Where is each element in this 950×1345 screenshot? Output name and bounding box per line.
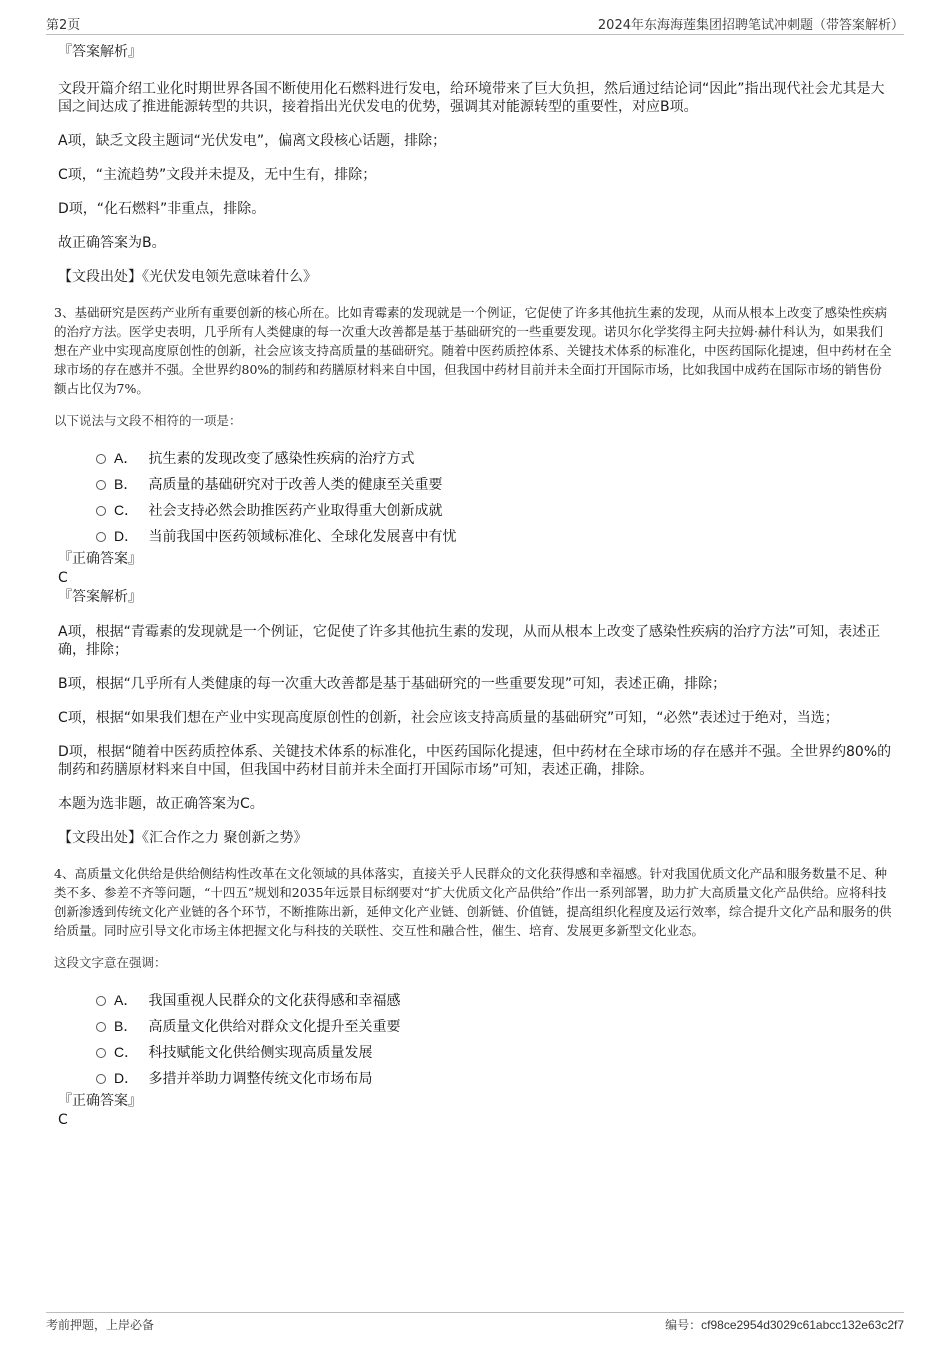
q3-prompt: 以下说法与文段不相符的一项是：	[54, 413, 242, 428]
q4-option-a[interactable]	[54, 987, 894, 1013]
q3-question-text: 3、基础研究是医药产业所有重要创新的核心所在。比如青霉素的发现就是一个例证，它促使了许多其他抗生素的发现，从而从根本上改变了感染性疾病的治疗方法。医学史表明，几乎所有人类健康的每一次重大改善都是基于基础研究的一些重要发现。诺贝尔化学奖得主阿夫拉姆·赫什科认为，如果我们想在产业中实现高度原创性的创新，社会应该支持高质量的基础研究。随着中医药质控体系、关键技术体系的标准化，中医药国际化提速，但中药材在全球市场的存在感并不强。全世界约80%的制药和药膳原材料来自中国，但我国中药材目前并未全面打开国际市场，比如我国中成药在国际市场的销售份额占比仅为7%。	[54, 305, 892, 396]
option-text: 高质量的基础研究对于改善人类的健康至关重要	[148, 477, 443, 493]
q2-analysis-option-c: C项，“主流趋势”文段并未提及，无中生有，排除；	[58, 167, 377, 183]
q3-analysis-option-d: D项，根据“随着中医药质控体系、关键技术体系的标准化，中医药国际化提速，但中药材在全球市场的存在感并不强。全世界约80%的制药和药膳原材料来自中国，但我国中药材目前并未全面打开国际市场”可知，表述正确，排除。	[58, 744, 892, 778]
q3-source: 【文段出处】《汇合作之力 聚创新之势》	[58, 830, 308, 846]
option-letter: C．	[114, 1044, 139, 1060]
option-letter: B．	[114, 1018, 138, 1034]
radio-button-icon[interactable]	[96, 532, 106, 542]
q4-correct-tag: 『正确答案』	[58, 1093, 142, 1109]
option-text: 科技赋能文化供给侧实现高质量发展	[148, 1045, 373, 1061]
q2-analysis-option-a: A项，缺乏文段主题词“光伏发电”，偏离文段核心话题，排除；	[58, 133, 447, 149]
option-text: 高质量文化供给对群众文化提升至关重要	[148, 1019, 401, 1035]
radio-button-icon[interactable]	[96, 480, 106, 490]
q2-answer-statement: 故正确答案为B。	[58, 235, 166, 251]
code-value: cf98ce2954d3029c61abcc132e63c2f7	[701, 1318, 904, 1332]
radio-button-icon[interactable]	[96, 1022, 106, 1032]
q2-source: 【文段出处】《光伏发电领先意味着什么》	[58, 269, 317, 285]
q4-prompt: 这段文字意在强调：	[54, 955, 167, 970]
q3-answer-statement: 本题为选非题，故正确答案为C。	[58, 796, 264, 812]
option-text: 多措并举助力调整传统文化市场布局	[148, 1071, 373, 1087]
q3-option-c[interactable]	[54, 497, 894, 523]
q4-options	[54, 987, 894, 1091]
radio-button-icon[interactable]	[96, 996, 106, 1006]
footer-slogan: 考前押题，上岸必备	[46, 1318, 155, 1332]
page-number: 第2页	[46, 18, 81, 33]
option-letter: A．	[114, 992, 138, 1008]
option-letter: C．	[114, 502, 139, 518]
q2-analysis-tag: 『答案解析』	[58, 44, 142, 60]
q3-analysis-option-a: A项，根据“青霉素的发现就是一个例证，它促使了许多其他抗生素的发现，从而从根本上改变了感染性疾病的治疗方法”可知，表述正确，排除；	[58, 624, 881, 658]
radio-button-icon[interactable]	[96, 1048, 106, 1058]
q4-question-text: 4、高质量文化供给是供给侧结构性改革在文化领域的具体落实，直接关乎人民群众的文化获得感和幸福感。针对我国优质文化产品和服务数量不足、种类不多、参差不齐等问题，“十四五”规划和2035年远景目标纲要对“扩大优质文化产品供给”作出一系列部署，助力扩大高质量文化产品供给。应将科技创新渗透到传统文化产业链的各个环节，不断推陈出新，延伸文化产业链、创新链、价值链，提高组织化程度及运行效率，综合提升文化产品和服务的供给质量。同时应引导文化市场主体把握文化与科技的关联性、交互性和融合性，催生、培育、发展更多新型文化业态。	[54, 866, 892, 938]
code-label: 编号：	[665, 1318, 702, 1332]
q3-analysis-option-c: C项，根据“如果我们想在产业中实现高度原创性的创新，社会应该支持高质量的基础研究”可知，“必然”表述过于绝对，当选；	[58, 710, 839, 726]
q3-options	[54, 445, 894, 549]
radio-button-icon[interactable]	[96, 1074, 106, 1084]
option-text: 我国重视人民群众的文化获得感和幸福感	[148, 993, 401, 1009]
option-letter: D．	[114, 1070, 139, 1086]
q3-correct-tag: 『正确答案』	[58, 551, 142, 567]
q3-option-a[interactable]	[54, 445, 894, 471]
option-letter: A．	[114, 450, 138, 466]
radio-button-icon[interactable]	[96, 454, 106, 464]
page-content	[54, 42, 894, 1129]
q2-analysis-paragraph: 文段开篇介绍工业化时期世界各国不断使用化石燃料进行发电，给环境带来了巨大负担，然后通过结论词“因此”指出现代社会尤其是大国之间达成了推进能源转型的共识，接着指出光伏发电的优势，强调其对能源转型的重要性，对应B项。	[58, 81, 885, 115]
document-code	[665, 1316, 904, 1333]
q3-correct-answer: C	[58, 570, 68, 586]
q4-option-b[interactable]	[54, 1013, 894, 1039]
page-header	[46, 14, 904, 35]
page-footer	[46, 1312, 904, 1337]
q3-analysis-tag: 『答案解析』	[58, 589, 142, 605]
q4-option-c[interactable]	[54, 1039, 894, 1065]
option-letter: B．	[114, 476, 138, 492]
q4-option-d[interactable]	[54, 1065, 894, 1091]
q3-option-d[interactable]	[54, 523, 894, 549]
radio-button-icon[interactable]	[96, 506, 106, 516]
document-title: 2024年东海海莲集团招聘笔试冲刺题（带答案解析）	[597, 18, 904, 33]
option-text: 抗生素的发现改变了感染性疾病的治疗方式	[148, 451, 415, 467]
q4-correct-answer: C	[58, 1112, 68, 1128]
option-text: 社会支持必然会助推医药产业取得重大创新成就	[148, 503, 443, 519]
q3-option-b[interactable]	[54, 471, 894, 497]
q2-analysis-option-d: D项，“化石燃料”非重点，排除。	[58, 201, 266, 217]
option-letter: D．	[114, 528, 139, 544]
option-text: 当前我国中医药领域标准化、全球化发展喜中有忧	[148, 529, 457, 545]
q3-analysis-option-b: B项，根据“几乎所有人类健康的每一次重大改善都是基于基础研究的一些重要发现”可知，表述正确，排除；	[58, 676, 727, 692]
